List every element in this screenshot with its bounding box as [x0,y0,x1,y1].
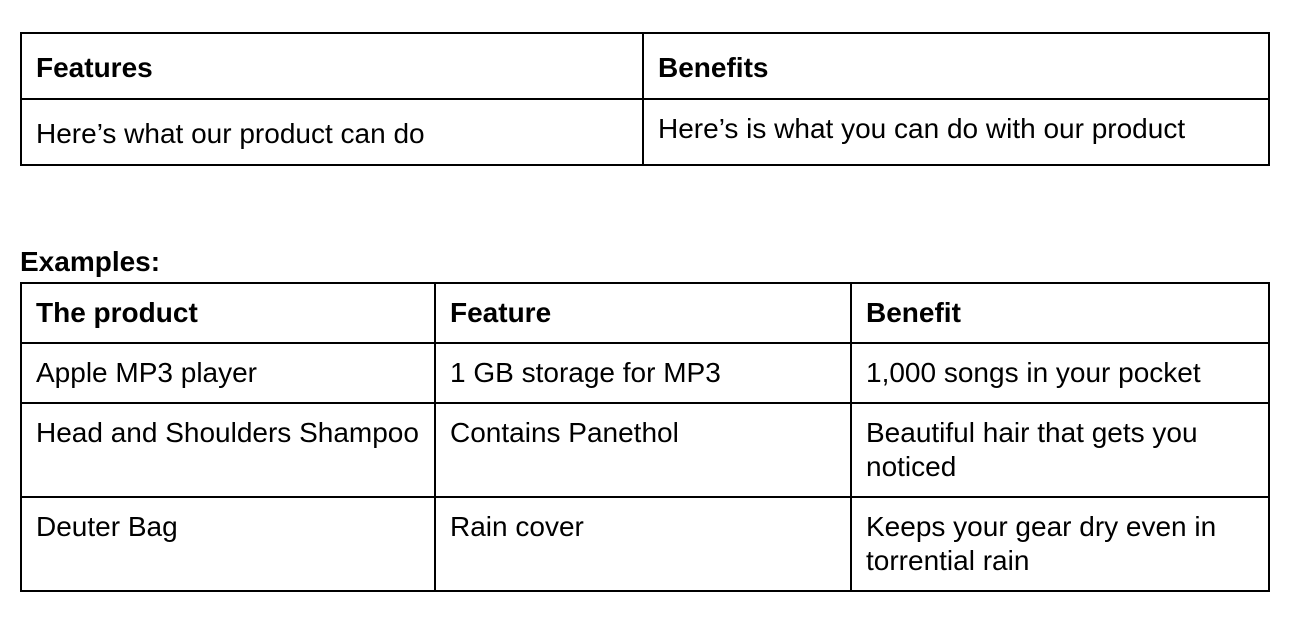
examples-heading: Examples: [20,246,161,277]
header-features: Features [21,33,643,99]
cell-features-description: Here’s what our product can do [21,99,643,165]
table-row [21,343,1269,403]
cell-benefit: Keeps your gear dry even in torrential rain [851,497,1269,591]
features-benefits-table [20,32,1270,166]
cell-benefits-description: Here’s is what you can do with our product [643,99,1269,165]
cell-product: Apple MP3 player [21,343,435,403]
cell-benefit: 1,000 songs in your pocket [851,343,1269,403]
table-row [21,99,1269,165]
cell-benefit: Beautiful hair that gets you noticed [851,403,1269,497]
cell-feature: 1 GB storage for MP3 [435,343,851,403]
examples-table [20,282,1270,592]
header-benefits: Benefits [643,33,1269,99]
cell-feature: Contains Panethol [435,403,851,497]
cell-feature: Rain cover [435,497,851,591]
header-feature: Feature [435,283,851,343]
header-benefit: Benefit [851,283,1269,343]
table-header-row [21,283,1269,343]
cell-product: Head and Shoulders Shampoo [21,403,435,497]
table-header-row [21,33,1269,99]
cell-product: Deuter Bag [21,497,435,591]
table-row [21,403,1269,497]
header-the-product: The product [21,283,435,343]
table-row [21,497,1269,591]
